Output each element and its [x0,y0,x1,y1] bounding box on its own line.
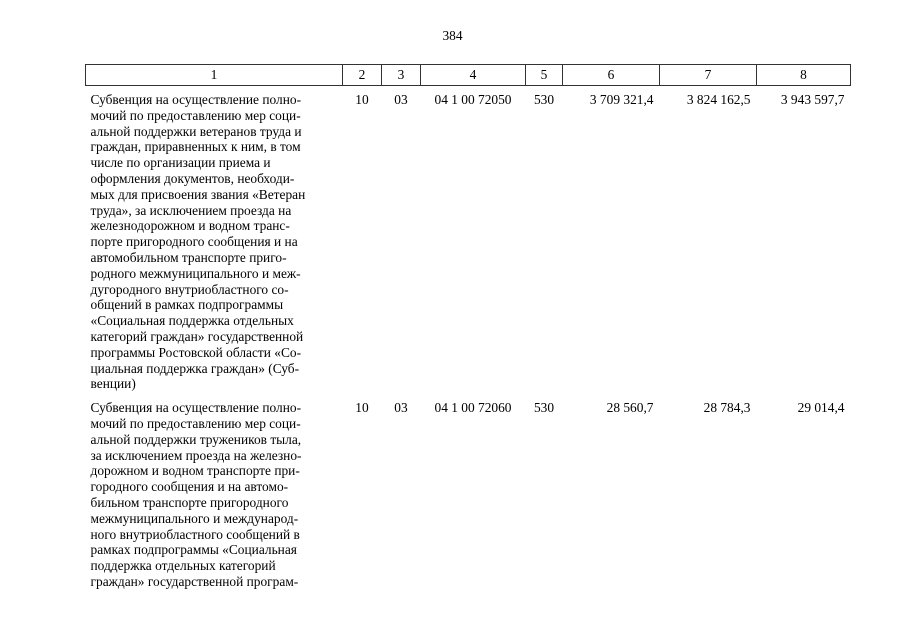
amount-col-7: 3 824 162,5 [686,92,751,107]
row-description [86,392,343,590]
description-line: граждан, приравненных к ним, в том [90,139,301,155]
header-col-1: 1 [86,65,343,86]
header-col-8: 8 [757,65,851,86]
subsection-code: 03 [394,92,408,107]
description-line: железнодорожном и водном транс- [90,218,290,234]
section-code: 10 [355,400,369,416]
description-line: венции) [90,376,136,392]
description-line: труда», за исключением проезда на [90,202,292,218]
amount-col-8: 29 014,4 [797,400,845,416]
table-row [86,86,851,393]
description-line: бильном транспорте пригородного [90,494,289,510]
description-line: категорий граждан» государственной [90,328,304,344]
page-number: 384 [442,28,463,43]
header-col-6: 6 [563,65,660,86]
description-line: «Социальная поддержка отдельных [90,313,294,329]
target-article-code: 04 1 00 72060 [434,400,512,416]
description-line: поддержка отдельных категорий [90,558,276,574]
expense-type-code: 530 [533,92,555,107]
description-line: Субвенция на осуществление полно- [90,400,302,416]
description-line: родного межмуниципального и меж- [90,265,301,281]
section-code: 10 [355,92,369,107]
table-row [86,392,851,590]
description-line: общений в рамках подпрограммы [90,297,284,313]
description-line: дугородного внутриобластного со- [90,281,289,297]
description-line: мочий по предоставлению мер соци- [90,107,301,123]
description-line: рамках подпрограммы «Социальная [90,542,297,558]
target-article-code: 04 1 00 72050 [434,92,512,107]
row-description [86,86,343,393]
description-line: оформления документов, необходи- [90,170,295,186]
description-line: межмуниципального и международ- [90,510,299,526]
header-col-4: 4 [421,65,526,86]
amount-col-8: 3 943 597,7 [780,92,845,107]
header-row [86,65,851,86]
description-line: числе по организации приема и [90,155,271,171]
budget-table [85,64,851,590]
description-line: за исключением проезда на железно- [90,447,302,463]
header-col-5: 5 [526,65,563,86]
description-line: порте пригородного сообщения и на [90,234,298,250]
expense-type-code: 530 [533,400,555,416]
amount-col-6: 3 709 321,4 [589,92,654,107]
header-col-7: 7 [660,65,757,86]
description-line: альной поддержки тружеников тыла, [90,431,302,447]
description-line: граждан» государственной програм- [90,573,299,589]
description-line: ного внутриобластного сообщений в [90,526,300,542]
subsection-code: 03 [394,400,408,416]
description-line: дорожном и водном транспорте при- [90,463,300,479]
description-line: городного сообщения и на автомо- [90,479,289,495]
description-line: мочий по предоставлению мер соци- [90,415,301,431]
amount-col-6: 28 560,7 [606,400,654,416]
description-line: мых для присвоения звания «Ветеран [90,186,306,202]
description-line: циальная поддержка граждан» (Суб- [90,360,300,376]
header-col-3: 3 [382,65,421,86]
description-line: Субвенция на осуществление полно- [90,92,302,107]
description-line: альной поддержки ветеранов труда и [90,123,302,139]
header-col-2: 2 [343,65,382,86]
description-line: программы Ростовской области «Со- [90,344,302,360]
amount-col-7: 28 784,3 [703,400,751,416]
description-line: автомобильном транспорте приго- [90,249,287,265]
